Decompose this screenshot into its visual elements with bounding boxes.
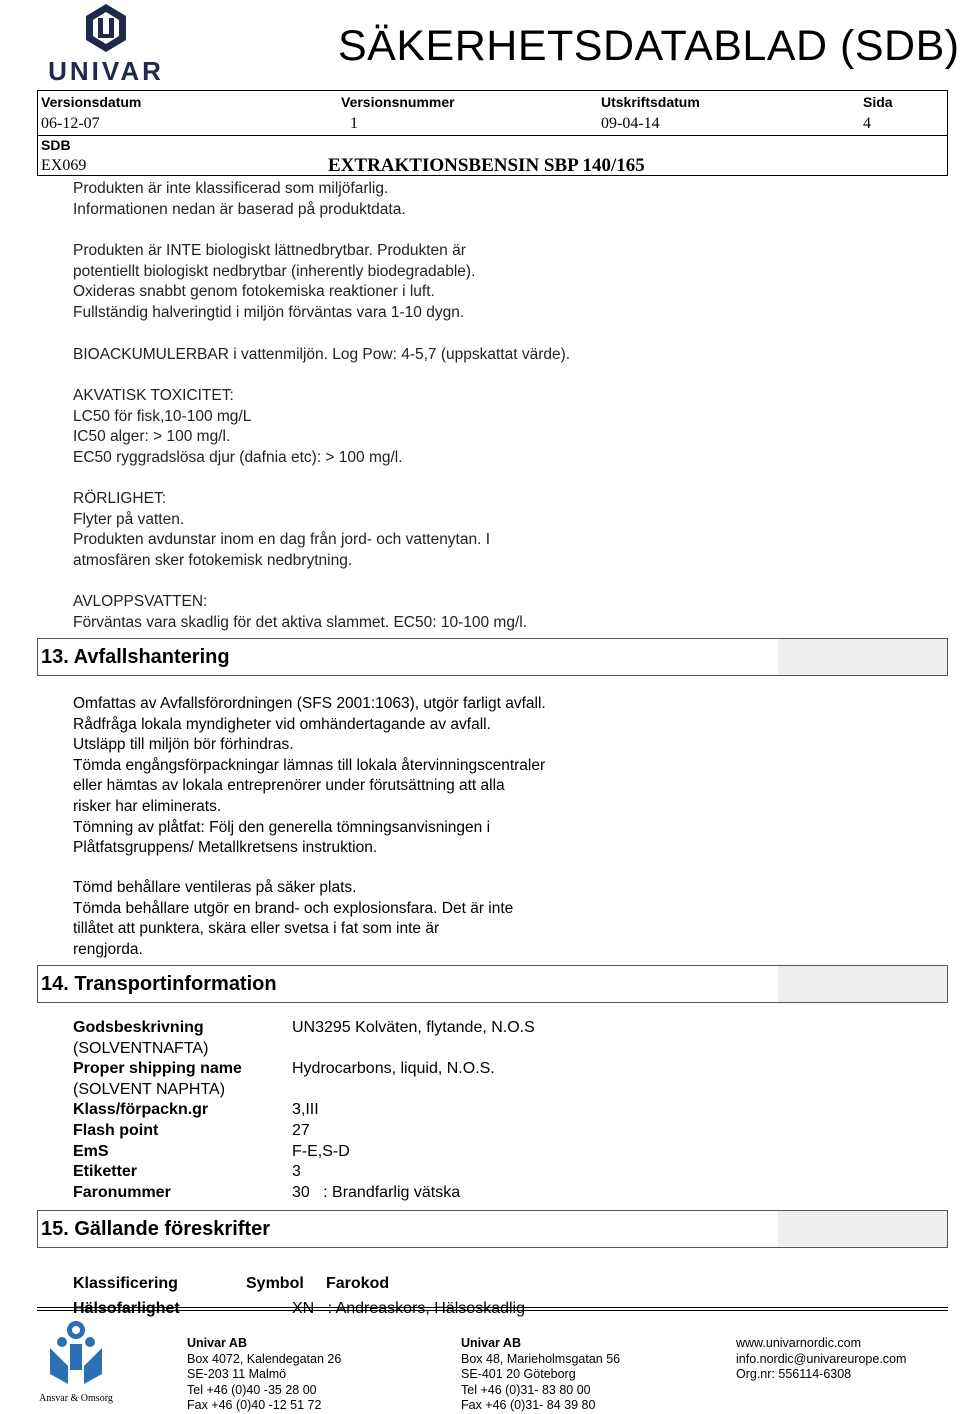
footer-divider [37,1307,948,1308]
section-15-header [37,1210,948,1248]
waste-block-2 [73,878,513,960]
univar-logo [38,4,174,84]
sdb-code: EX069 [41,157,87,174]
footer-line: Box 48, Marieholmsgatan 56 [461,1351,621,1366]
text-line: Omfattas av Avfallsförordningen (SFS 2001:1063), utgör farligt avfall. [73,695,546,712]
transport-key: Flash point [73,1122,159,1139]
section-14-title: 14. Transportinformation [41,973,277,995]
ecology-block-6 [73,592,527,633]
transport-key: Godsbeskrivning [73,1019,204,1036]
brand-name: UNIVAR [48,56,164,84]
footer-line: SE-401 20 Göteborg [461,1367,576,1381]
ecology-block-5 [73,489,490,571]
product-name: EXTRAKTIONSBENSIN SBP 140/165 [328,155,645,176]
print-date-label: Utskriftsdatum [601,94,700,110]
transport-key: (SOLVENT NAPHTA) [73,1081,226,1098]
waste-block-1 [73,694,546,859]
text-line: atmosfären sker fotokemisk nedbrytning. [73,551,353,569]
ecology-block-1 [73,179,406,220]
transport-value: 27 [292,1122,310,1139]
text-line: AKVATISK TOXICITET: [73,387,234,404]
text-line: potentiellt biologiskt nedbrytbar (inherently biodegradable). [73,262,476,280]
page-label: Sida [863,94,893,110]
transport-value: F-E,S-D [292,1143,350,1160]
text-line: Produkten är INTE biologiskt lättnedbrytbar. Produkten är [73,242,466,259]
transport-value: 3 [292,1163,301,1180]
transport-table [73,1019,773,1209]
org-number: Org.nr: 556114-6308 [736,1367,852,1381]
text-line: EC50 ryggradslösa djur (dafnia etc): > 100 mg/l. [73,448,403,466]
version-date: 06-12-07 [41,115,100,132]
transport-key: EmS [73,1143,109,1160]
text-line: Plåtfatsgruppens/ Metallkretsens instruktion. [73,839,378,857]
text-line: Utsläpp till miljön bör förhindras. [73,736,294,754]
text-line: LC50 för fisk,10-100 mg/L [73,407,252,425]
email-link[interactable]: info.nordic@univareurope.com [736,1351,907,1366]
page-number: 4 [863,115,871,132]
health-hazard-label: Hälsofarlighet [73,1300,180,1317]
transport-key: Klass/förpackn.gr [73,1101,209,1118]
ansvar-omsorg-logo [36,1318,116,1404]
footer-line: Tel +46 (0)31- 83 80 00 [461,1382,591,1397]
transport-value: UN3295 Kolväten, flytande, N.O.S [292,1019,535,1036]
text-line: Informationen nedan är baserad på produktdata. [73,200,406,218]
version-number-label: Versionsnummer [341,94,455,110]
text-line: Rådfråga lokala myndigheter vid omhändertagande av avfall. [73,715,491,733]
text-line: Tömd behållare ventileras på säker plats. [73,879,357,896]
transport-key: Proper shipping name [73,1060,242,1077]
text-line: Fullständig halveringtid i miljön förväntas vara 1-10 dygn. [73,303,465,321]
version-date-label: Versionsdatum [41,94,142,110]
text-line: IC50 alger: > 100 mg/l. [73,428,231,445]
transport-key: Etiketter [73,1163,138,1180]
text-line: Tömning av plåtfat: Följ den generella tömningsanvisningen i [73,818,491,836]
col-code: Farokod [326,1275,390,1292]
ecology-block-4 [73,386,403,468]
version-number: 1 [350,115,358,132]
ecology-block-3 [73,345,570,366]
text-line: AVLOPPSVATTEN: [73,593,208,610]
footer-line: Tel +46 (0)40 -35 28 00 [187,1382,317,1397]
website-link[interactable]: www.univarnordic.com [736,1336,862,1350]
footer-divider [37,1310,948,1311]
text-line: Oxideras snabbt genom fotokemiska reaktioner i luft. [73,283,435,300]
ecology-block-2 [73,241,475,323]
text-line: risker har eliminerats. [73,797,222,815]
section-15-title: 15. Gällande föreskrifter [41,1218,270,1240]
sdb-label: SDB [41,137,71,153]
transport-key: (SOLVENTNAFTA) [73,1040,209,1057]
text-line: Tömda engångsförpackningar lämnas till lokala återvinningscentraler [73,756,546,774]
text-line: Produkten är inte klassificerad som miljöfarlig. [73,180,389,197]
text-line: Produkten avdunstar inom en dag från jord- och vattenytan. I [73,531,491,548]
section-13-header [37,638,948,676]
col-symbol: Symbol [246,1275,304,1292]
footer-line: Fax +46 (0)31- 84 39 80 [461,1398,596,1412]
text-line: rengjorda. [73,940,143,958]
header-table [37,90,948,176]
print-date: 09-04-14 [601,115,660,132]
footer-contact [736,1336,906,1383]
section-14-header [37,965,948,1003]
document-title: SÄKERHETSDATABLAD (SDB) [338,22,960,70]
section-13-title: 13. Avfallshantering [41,646,230,668]
text-line: RÖRLIGHET: [73,490,167,507]
text-line: tillåtet att punktera, skära eller svetsa i fat som inte är [73,920,440,938]
transport-value: 3,III [292,1101,319,1118]
col-classification: Klassificering [73,1275,178,1292]
logo-caption: Ansvar & Omsorg [39,1393,113,1404]
footer-line: Univar AB [461,1336,521,1350]
footer-line: Box 4072, Kalendegatan 26 [187,1351,342,1366]
text-line: BIOACKUMULERBAR i vattenmiljön. Log Pow: 4-5,7 (uppskattat värde). [73,346,571,363]
footer-line: SE-203 11 Malmö [187,1367,287,1381]
health-hazard-value: XN : Andreaskors, Hälsoskadlig [292,1300,525,1317]
footer-line: Univar AB [187,1336,247,1350]
footer-line: Fax +46 (0)40 -12 51 72 [187,1398,322,1412]
text-line: Tömda behållare utgör en brand- och explosionsfara. Det är inte [73,899,514,917]
transport-value: 30 : Brandfarlig vätska [292,1184,461,1201]
text-line: Flyter på vatten. [73,510,185,528]
transport-key: Faronummer [73,1184,171,1201]
text-line: Förväntas vara skadlig för det aktiva slammet. EC50: 10-100 mg/l. [73,613,528,631]
transport-value: Hydrocarbons, liquid, N.O.S. [292,1060,495,1077]
text-line: eller hämtas av lokala entreprenörer under förutsättning att alla [73,777,505,795]
